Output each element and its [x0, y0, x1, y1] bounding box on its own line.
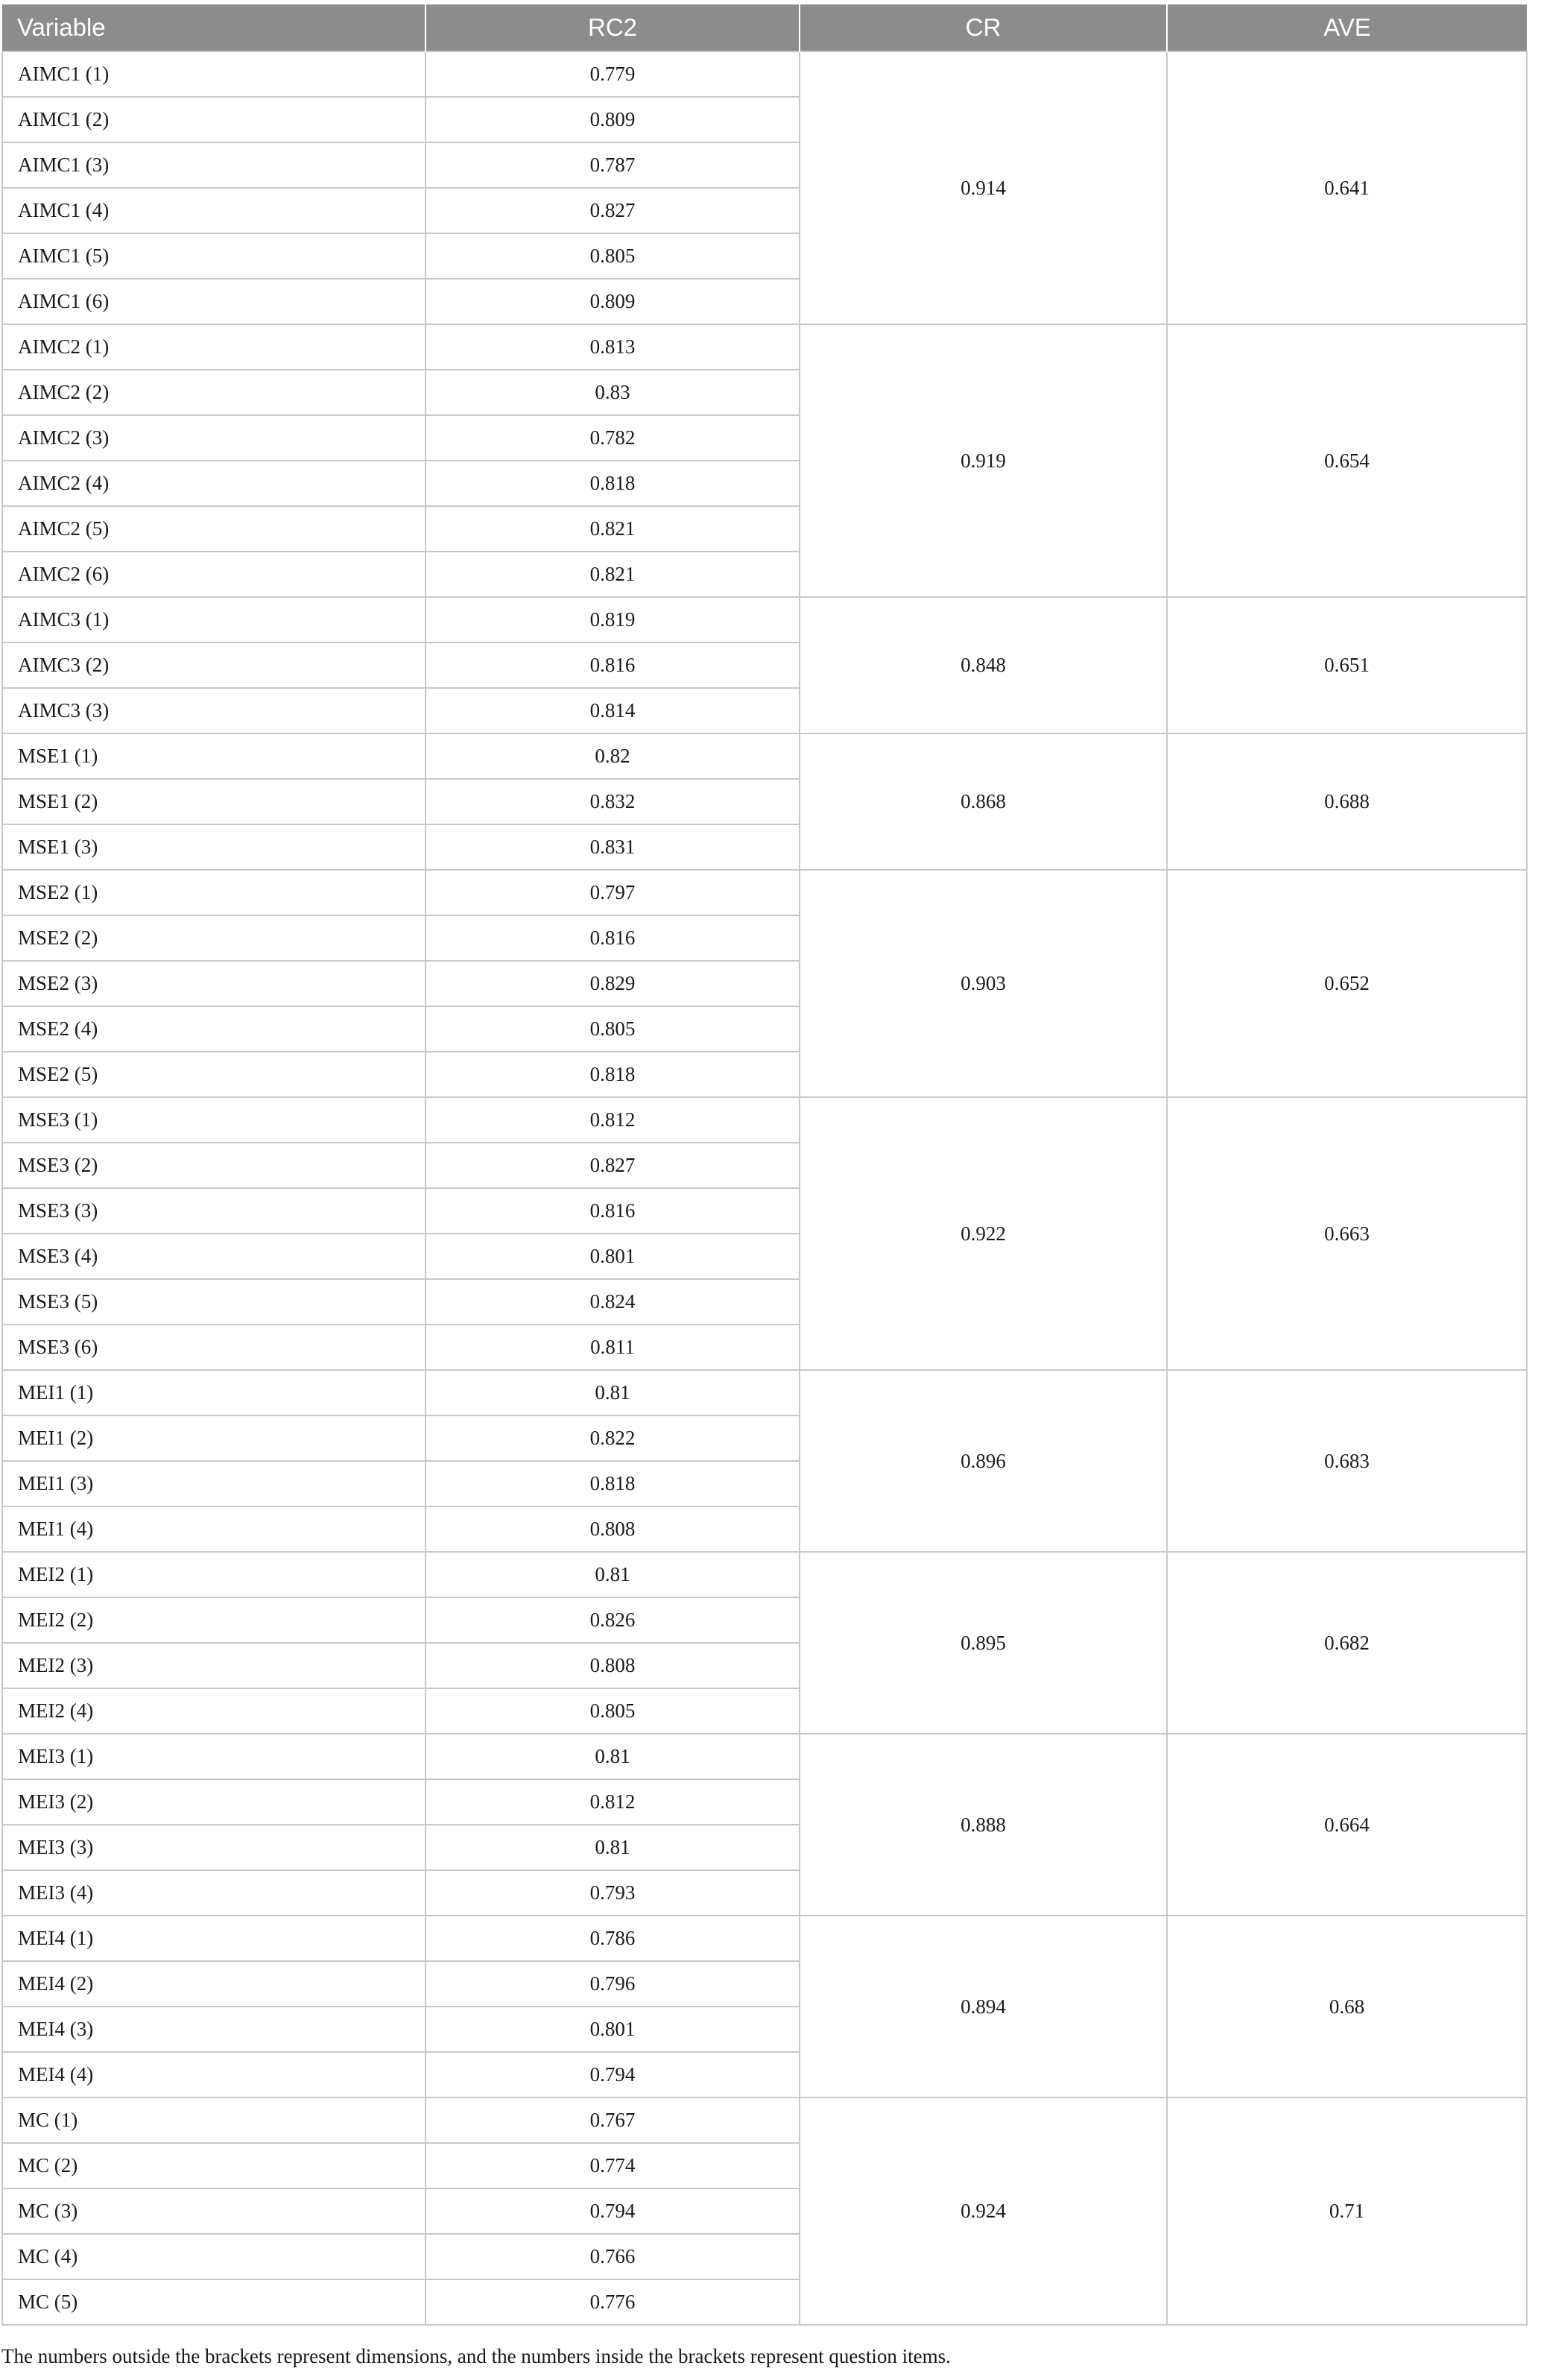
variable-cell: MEI4 (4) [2, 2052, 425, 2098]
table-row [2, 1734, 1527, 1779]
rc2-cell: 0.794 [425, 2188, 800, 2234]
variable-cell: MEI2 (3) [2, 1643, 425, 1688]
header-rc2: RC2 [425, 4, 800, 51]
variable-cell: MSE2 (1) [2, 870, 425, 915]
rc2-cell: 0.811 [425, 1325, 800, 1370]
variable-cell: MEI3 (4) [2, 1870, 425, 1916]
rc2-cell: 0.809 [425, 279, 800, 324]
rc2-cell: 0.796 [425, 1961, 800, 2007]
variable-cell: AIMC3 (2) [2, 643, 425, 688]
header-variable: Variable [2, 4, 425, 51]
rc2-cell: 0.805 [425, 1688, 800, 1734]
rc2-cell: 0.782 [425, 415, 800, 461]
ave-cell: 0.664 [1167, 1734, 1527, 1916]
rc2-cell: 0.818 [425, 1461, 800, 1506]
variable-cell: AIMC1 (5) [2, 233, 425, 279]
table-row [2, 597, 1527, 643]
rc2-cell: 0.822 [425, 1415, 800, 1461]
variable-cell: MEI4 (1) [2, 1916, 425, 1961]
reliability-table-container [1, 4, 1526, 2326]
variable-cell: AIMC2 (4) [2, 461, 425, 506]
rc2-cell: 0.81 [425, 1825, 800, 1870]
ave-cell: 0.683 [1167, 1370, 1527, 1552]
variable-cell: AIMC1 (1) [2, 51, 425, 97]
cr-cell: 0.868 [800, 733, 1167, 870]
cr-cell: 0.924 [800, 2098, 1167, 2325]
header-cr: CR [800, 4, 1167, 51]
table-row [2, 870, 1527, 915]
rc2-cell: 0.797 [425, 870, 800, 915]
cr-cell: 0.895 [800, 1552, 1167, 1734]
rc2-cell: 0.818 [425, 1052, 800, 1097]
variable-cell: MEI2 (2) [2, 1597, 425, 1643]
ave-cell: 0.68 [1167, 1916, 1527, 2098]
variable-cell: MC (1) [2, 2098, 425, 2143]
variable-cell: MSE1 (3) [2, 824, 425, 870]
variable-cell: MSE3 (6) [2, 1325, 425, 1370]
rc2-cell: 0.832 [425, 779, 800, 824]
variable-cell: MSE3 (4) [2, 1234, 425, 1279]
table-row [2, 733, 1527, 779]
rc2-cell: 0.827 [425, 1143, 800, 1188]
rc2-cell: 0.831 [425, 824, 800, 870]
rc2-cell: 0.819 [425, 597, 800, 643]
table-row [2, 1552, 1527, 1597]
rc2-cell: 0.818 [425, 461, 800, 506]
rc2-cell: 0.813 [425, 324, 800, 370]
rc2-cell: 0.83 [425, 370, 800, 415]
ave-cell: 0.651 [1167, 597, 1527, 733]
variable-cell: MSE3 (1) [2, 1097, 425, 1143]
variable-cell: MEI4 (3) [2, 2007, 425, 2052]
variable-cell: MEI1 (1) [2, 1370, 425, 1415]
rc2-cell: 0.808 [425, 1506, 800, 1552]
rc2-cell: 0.786 [425, 1916, 800, 1961]
rc2-cell: 0.779 [425, 51, 800, 97]
rc2-cell: 0.814 [425, 688, 800, 733]
ave-cell: 0.682 [1167, 1552, 1527, 1734]
rc2-cell: 0.801 [425, 1234, 800, 1279]
rc2-cell: 0.821 [425, 552, 800, 597]
rc2-cell: 0.821 [425, 506, 800, 552]
rc2-cell: 0.81 [425, 1552, 800, 1597]
variable-cell: MSE1 (1) [2, 733, 425, 779]
rc2-cell: 0.824 [425, 1279, 800, 1325]
rc2-cell: 0.787 [425, 142, 800, 188]
rc2-cell: 0.81 [425, 1370, 800, 1415]
cr-cell: 0.848 [800, 597, 1167, 733]
variable-cell: MC (3) [2, 2188, 425, 2234]
variable-cell: MSE2 (4) [2, 1006, 425, 1052]
variable-cell: MEI1 (3) [2, 1461, 425, 1506]
rc2-cell: 0.766 [425, 2234, 800, 2279]
ave-cell: 0.652 [1167, 870, 1527, 1097]
cr-cell: 0.888 [800, 1734, 1167, 1916]
table-row [2, 1916, 1527, 1961]
cr-cell: 0.896 [800, 1370, 1167, 1552]
rc2-cell: 0.805 [425, 233, 800, 279]
variable-cell: MSE2 (2) [2, 915, 425, 961]
variable-cell: MSE3 (3) [2, 1188, 425, 1234]
ave-cell: 0.688 [1167, 733, 1527, 870]
table-footnote: The numbers outside the brackets represent dimensions, and the numbers inside the brackets represent question items. [1, 2345, 951, 2367]
rc2-cell: 0.816 [425, 915, 800, 961]
rc2-cell: 0.829 [425, 961, 800, 1006]
variable-cell: MC (2) [2, 2143, 425, 2188]
variable-cell: MEI1 (4) [2, 1506, 425, 1552]
rc2-cell: 0.826 [425, 1597, 800, 1643]
variable-cell: MC (4) [2, 2234, 425, 2279]
variable-cell: AIMC1 (2) [2, 97, 425, 142]
variable-cell: MSE2 (5) [2, 1052, 425, 1097]
header-row [2, 4, 1527, 51]
variable-cell: MSE3 (5) [2, 1279, 425, 1325]
variable-cell: MEI1 (2) [2, 1415, 425, 1461]
rc2-cell: 0.774 [425, 2143, 800, 2188]
variable-cell: MEI3 (1) [2, 1734, 425, 1779]
table-row [2, 2098, 1527, 2143]
rc2-cell: 0.794 [425, 2052, 800, 2098]
rc2-cell: 0.816 [425, 643, 800, 688]
ave-cell: 0.654 [1167, 324, 1527, 597]
cr-cell: 0.919 [800, 324, 1167, 597]
cr-cell: 0.922 [800, 1097, 1167, 1370]
cr-cell: 0.914 [800, 51, 1167, 324]
reliability-table [1, 4, 1528, 2326]
rc2-cell: 0.82 [425, 733, 800, 779]
variable-cell: MEI2 (4) [2, 1688, 425, 1734]
variable-cell: AIMC2 (6) [2, 552, 425, 597]
rc2-cell: 0.767 [425, 2098, 800, 2143]
variable-cell: MEI2 (1) [2, 1552, 425, 1597]
rc2-cell: 0.808 [425, 1643, 800, 1688]
rc2-cell: 0.816 [425, 1188, 800, 1234]
rc2-cell: 0.812 [425, 1097, 800, 1143]
rc2-cell: 0.809 [425, 97, 800, 142]
cr-cell: 0.894 [800, 1916, 1167, 2098]
variable-cell: MEI3 (3) [2, 1825, 425, 1870]
variable-cell: MC (5) [2, 2279, 425, 2325]
rc2-cell: 0.827 [425, 188, 800, 233]
table-row [2, 1370, 1527, 1415]
variable-cell: MSE3 (2) [2, 1143, 425, 1188]
variable-cell: MSE2 (3) [2, 961, 425, 1006]
rc2-cell: 0.81 [425, 1734, 800, 1779]
variable-cell: AIMC3 (1) [2, 597, 425, 643]
header-ave: AVE [1167, 4, 1527, 51]
variable-cell: MEI4 (2) [2, 1961, 425, 2007]
rc2-cell: 0.793 [425, 1870, 800, 1916]
table-row [2, 1097, 1527, 1143]
variable-cell: AIMC3 (3) [2, 688, 425, 733]
variable-cell: AIMC2 (3) [2, 415, 425, 461]
variable-cell: MEI3 (2) [2, 1779, 425, 1825]
cr-cell: 0.903 [800, 870, 1167, 1097]
variable-cell: AIMC2 (2) [2, 370, 425, 415]
ave-cell: 0.71 [1167, 2098, 1527, 2325]
ave-cell: 0.663 [1167, 1097, 1527, 1370]
ave-cell: 0.641 [1167, 51, 1527, 324]
rc2-cell: 0.801 [425, 2007, 800, 2052]
variable-cell: AIMC2 (1) [2, 324, 425, 370]
table-body [2, 51, 1527, 2325]
rc2-cell: 0.805 [425, 1006, 800, 1052]
variable-cell: AIMC1 (6) [2, 279, 425, 324]
variable-cell: AIMC1 (4) [2, 188, 425, 233]
variable-cell: MSE1 (2) [2, 779, 425, 824]
variable-cell: AIMC2 (5) [2, 506, 425, 552]
table-row [2, 51, 1527, 97]
table-row [2, 324, 1527, 370]
variable-cell: AIMC1 (3) [2, 142, 425, 188]
rc2-cell: 0.812 [425, 1779, 800, 1825]
rc2-cell: 0.776 [425, 2279, 800, 2325]
